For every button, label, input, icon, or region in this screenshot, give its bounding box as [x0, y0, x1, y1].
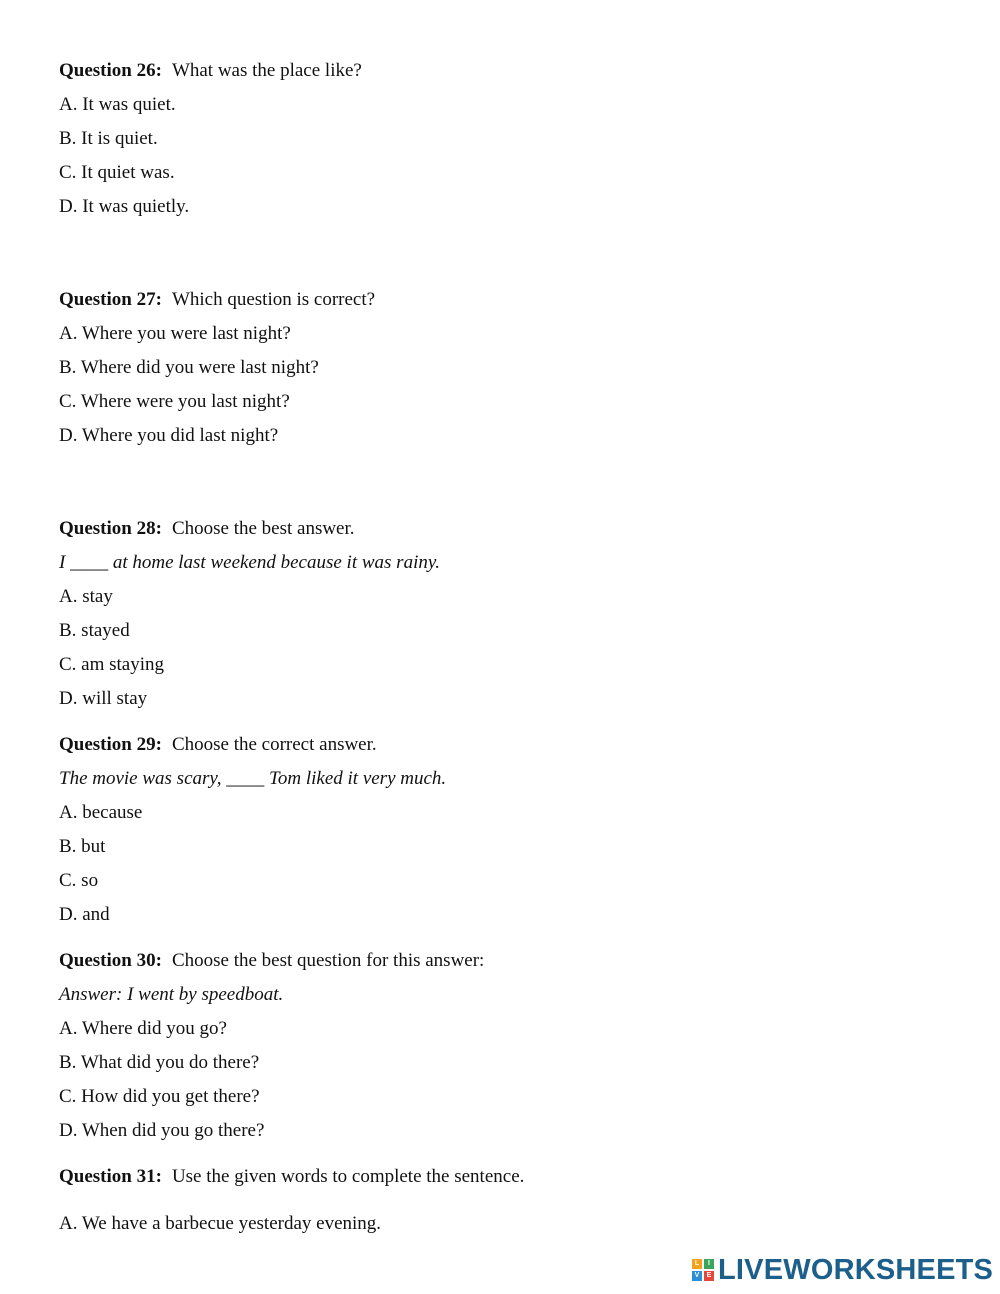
question-number: Question 28:	[59, 518, 162, 539]
option-b[interactable]: B. but	[59, 836, 106, 857]
option-d[interactable]: D. Where you did last night?	[59, 425, 279, 446]
option-a[interactable]: A. stay	[59, 586, 113, 607]
question-prompt: I ____ at home last weekend because it was rainy.	[59, 552, 440, 573]
logo-mark-cell: E	[704, 1271, 714, 1281]
logo-mark-cell: V	[692, 1271, 702, 1281]
question-prompt: Answer: I went by speedboat.	[59, 984, 284, 1005]
question-text: Choose the best question for this answer:	[171, 950, 485, 971]
option-b[interactable]: B. stayed	[59, 620, 130, 641]
option-c[interactable]: C. so	[59, 870, 99, 891]
question-number: Question 27:	[59, 289, 162, 310]
question-29-header	[59, 734, 377, 756]
option-a[interactable]: A. Where did you go?	[59, 1018, 227, 1039]
answer-sentence[interactable]: A. We have a barbecue yesterday evening.	[59, 1213, 382, 1234]
question-prompt: The movie was scary, ____ Tom liked it very much.	[59, 768, 447, 789]
option-c[interactable]: C. How did you get there?	[59, 1086, 260, 1107]
question-number: Question 26:	[59, 60, 162, 81]
logo-mark-cell: I	[704, 1259, 714, 1269]
logo-text: LIVEWORKSHEETS	[718, 1254, 994, 1286]
option-b[interactable]: B. It is quiet.	[59, 128, 158, 149]
option-a[interactable]: A. Where you were last night?	[59, 323, 291, 344]
liveworksheets-logo	[692, 1253, 993, 1287]
option-c[interactable]: C. Where were you last night?	[59, 391, 290, 412]
question-text: Use the given words to complete the sentence.	[171, 1166, 525, 1187]
option-d[interactable]: D. When did you go there?	[59, 1120, 265, 1141]
question-28-header	[59, 518, 355, 540]
option-c[interactable]: C. am staying	[59, 654, 165, 675]
question-30-header	[59, 950, 484, 972]
question-31-header	[59, 1166, 524, 1188]
question-text: Which question is correct?	[171, 289, 376, 310]
logo-mark-cell: L	[692, 1259, 702, 1269]
question-text: What was the place like?	[171, 60, 362, 81]
question-27-header	[59, 289, 375, 311]
question-text: Choose the best answer.	[171, 518, 355, 539]
question-text: Choose the correct answer.	[171, 734, 377, 755]
option-a[interactable]: A. because	[59, 802, 143, 823]
question-number: Question 29:	[59, 734, 162, 755]
option-d[interactable]: D. and	[59, 904, 110, 925]
question-number: Question 30:	[59, 950, 162, 971]
question-26-header	[59, 60, 362, 82]
option-b[interactable]: B. Where did you were last night?	[59, 357, 319, 378]
option-d[interactable]: D. It was quietly.	[59, 196, 190, 217]
option-c[interactable]: C. It quiet was.	[59, 162, 175, 183]
question-number: Question 31:	[59, 1166, 162, 1187]
option-b[interactable]: B. What did you do there?	[59, 1052, 260, 1073]
option-d[interactable]: D. will stay	[59, 688, 148, 709]
liveworksheets-logo-icon	[692, 1259, 714, 1281]
option-a[interactable]: A. It was quiet.	[59, 94, 176, 115]
